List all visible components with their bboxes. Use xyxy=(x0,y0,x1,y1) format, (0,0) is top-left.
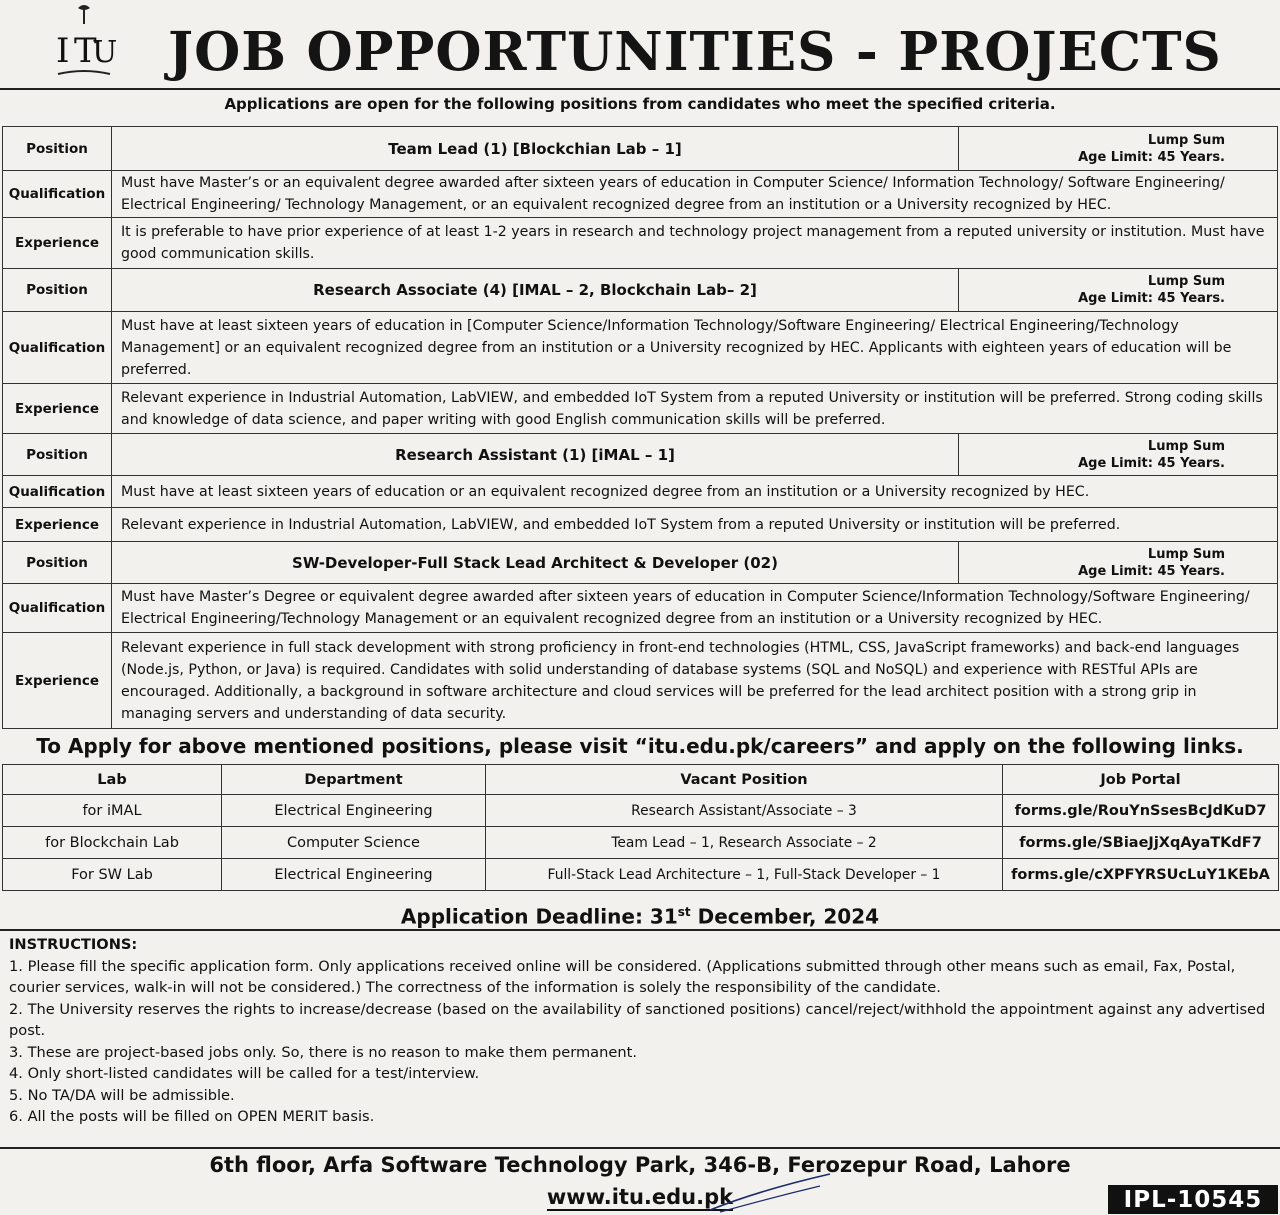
table-row xyxy=(3,859,1279,891)
instruction-item: 2. The University reserves the rights to increase/decrease (based on the availability of sanctioned positions) cancel/reject/withhold the appointment against any advertised post. xyxy=(9,1000,1266,1039)
header-rule xyxy=(0,88,1280,90)
application-deadline: Application Deadline: 31st December, 2024 xyxy=(400,904,880,929)
label-experience: Experience xyxy=(3,633,112,729)
experience-row xyxy=(3,508,1278,542)
instruction-item: 5. No TA/DA will be admissible. xyxy=(9,1086,235,1104)
position-title: Research Assistant (1) [iMAL – 1] xyxy=(112,434,959,476)
qualification-text: Must have Master’s Degree or equivalent degree awarded after sixteen years of education in Computer Science/Information Technology/Software Engineering/ Electrical Engineering/Technology Management or an equivalent recognized degree from an institution or a University recognized by HEC. xyxy=(112,584,1278,633)
pay-cell: Lump Sum Age Limit: 45 Years. xyxy=(959,127,1278,171)
itu-logo xyxy=(50,2,118,82)
instructions-heading: INSTRUCTIONS: xyxy=(9,936,138,953)
col-lab: Lab xyxy=(3,765,222,795)
instruction-item: 4. Only short-listed candidates will be called for a test/interview. xyxy=(9,1065,480,1082)
links-header-row xyxy=(3,765,1279,795)
qualification-row xyxy=(3,584,1278,633)
instruction-item: 3. These are project-based jobs only. So, there is no reason to make them permanent. xyxy=(9,1043,637,1061)
qualification-row xyxy=(3,312,1278,384)
label-position: Position xyxy=(3,542,112,584)
instruction-item: 1. Please fill the specific application form. Only applications received online will be considered. (Applications submitted through other means such as email, Fax, Postal, courier services, walk-in will not be considered.) The correctness of the information is solely the responsibility of the candidate. xyxy=(9,957,1236,996)
experience-row xyxy=(3,633,1278,729)
address: 6th floor, Arfa Software Technology Park, 346-B, Ferozepur Road, Lahore xyxy=(209,1153,1071,1177)
experience-text: Relevant experience in Industrial Automation, LabVIEW, and embedded IoT System from a reputed University or institution will be preferred. Strong coding skills and knowledge of data science, and paper writing with good English communication skills will be preferred. xyxy=(112,384,1278,434)
footer-rule xyxy=(0,1147,1280,1149)
lab-cell: For SW Lab xyxy=(3,859,222,891)
experience-text: Relevant experience in full stack development with strong proficiency in front-end technologies (HTML, CSS, JavaScript frameworks) and back-end languages (Node.js, Python, or Java) is required. Candidates with solid understanding of database systems (SQL and NoSQL) and experience with RESTful APIs are encouraged. Additionally, a background in software architecture and cloud services will be preferred for the lead architect position with a strong grip in managing servers and understanding of data security. xyxy=(112,633,1278,729)
label-qualification: Qualification xyxy=(3,476,112,508)
experience-row xyxy=(3,384,1278,434)
page-title: JOB OPPORTUNITIES - PROJECTS xyxy=(168,21,1222,83)
svg-text:I: I xyxy=(56,31,70,71)
vacancy-cell: Full-Stack Lead Architecture – 1, Full-Stack Developer – 1 xyxy=(486,859,1003,891)
lab-cell: for Blockchain Lab xyxy=(3,827,222,859)
position-row xyxy=(3,434,1278,476)
apply-instructions: To Apply for above mentioned positions, please visit “itu.edu.pk/careers” and apply on the following links. xyxy=(36,734,1244,758)
qualification-text: Must have at least sixteen years of education or an equivalent recognized degree from an institution or a University recognized by HEC. xyxy=(112,476,1278,508)
vacancy-cell: Research Assistant/Associate – 3 xyxy=(486,795,1003,827)
col-vacant-position: Vacant Position xyxy=(486,765,1003,795)
label-qualification: Qualification xyxy=(3,171,112,218)
job-portal-link[interactable]: forms.gle/SBiaeJjXqAyaTKdF7 xyxy=(1003,827,1279,859)
position-title: Research Associate (4) [IMAL – 2, Blockchain Lab– 2] xyxy=(112,269,959,312)
experience-text: It is preferable to have prior experience of at least 1-2 years in research and technology project management from a reputed university or institution. Must have good communication skills. xyxy=(112,218,1278,269)
label-position: Position xyxy=(3,434,112,476)
qualification-row xyxy=(3,476,1278,508)
label-position: Position xyxy=(3,269,112,312)
position-title: SW-Developer-Full Stack Lead Architect & Developer (02) xyxy=(112,542,959,584)
position-row xyxy=(3,127,1278,171)
logo-t: T xyxy=(74,31,97,71)
label-qualification: Qualification xyxy=(3,312,112,384)
label-position: Position xyxy=(3,127,112,171)
position-row xyxy=(3,542,1278,584)
pen-stroke-mark xyxy=(700,1170,840,1214)
lab-cell: for iMAL xyxy=(3,795,222,827)
qualification-row xyxy=(3,171,1278,218)
reference-badge: IPL-10545 xyxy=(1108,1185,1278,1214)
label-experience: Experience xyxy=(3,508,112,542)
department-cell: Electrical Engineering xyxy=(222,795,486,827)
header xyxy=(0,0,1280,88)
col-department: Department xyxy=(222,765,486,795)
job-portal-link[interactable]: forms.gle/RouYnSsesBcJdKuD7 xyxy=(1003,795,1279,827)
website-link[interactable]: www.itu.edu.pk xyxy=(546,1185,734,1209)
positions-table xyxy=(2,126,1278,729)
table-row xyxy=(3,795,1279,827)
application-links-table xyxy=(2,764,1279,891)
col-job-portal: Job Portal xyxy=(1003,765,1279,795)
label-qualification: Qualification xyxy=(3,584,112,633)
label-experience: Experience xyxy=(3,384,112,434)
department-cell: Computer Science xyxy=(222,827,486,859)
position-row xyxy=(3,269,1278,312)
qualification-text: Must have Master’s or an equivalent degree awarded after sixteen years of education in Computer Science/ Information Technology/ Software Engineering/ Electrical Engineering/ Technology Management, or an equivalent recognized degree from an institution or a University recognized by HEC. xyxy=(112,171,1278,218)
experience-row xyxy=(3,218,1278,269)
pay-cell: Lump Sum Age Limit: 45 Years. xyxy=(959,542,1278,584)
label-experience: Experience xyxy=(3,218,112,269)
instructions xyxy=(9,934,1271,1128)
pay-cell: Lump Sum Age Limit: 45 Years. xyxy=(959,434,1278,476)
table-row xyxy=(3,827,1279,859)
pay-cell: Lump Sum Age Limit: 45 Years. xyxy=(959,269,1278,312)
vacancy-cell: Team Lead – 1, Research Associate – 2 xyxy=(486,827,1003,859)
svg-text:U: U xyxy=(92,35,118,70)
qualification-text: Must have at least sixteen years of education in [Computer Science/Information Technology/Software Engineering/ Electrical Engineering/Technology Management] or an equivalent recognized degree from an institution or a University recognized by HEC. Applicants with eighteen years of education will be preferred. xyxy=(112,312,1278,384)
instructions-rule xyxy=(0,929,1280,931)
job-portal-link[interactable]: forms.gle/cXPFYRSUcLuY1KEbA xyxy=(1003,859,1279,891)
intro-text: Applications are open for the following positions from candidates who meet the specified criteria. xyxy=(224,95,1056,113)
instruction-item: 6. All the posts will be filled on OPEN MERIT basis. xyxy=(9,1108,375,1125)
experience-text: Relevant experience in Industrial Automation, LabVIEW, and embedded IoT System from a reputed University or institution will be preferred. xyxy=(112,508,1278,542)
position-title: Team Lead (1) [Blockchian Lab – 1] xyxy=(112,127,959,171)
department-cell: Electrical Engineering xyxy=(222,859,486,891)
